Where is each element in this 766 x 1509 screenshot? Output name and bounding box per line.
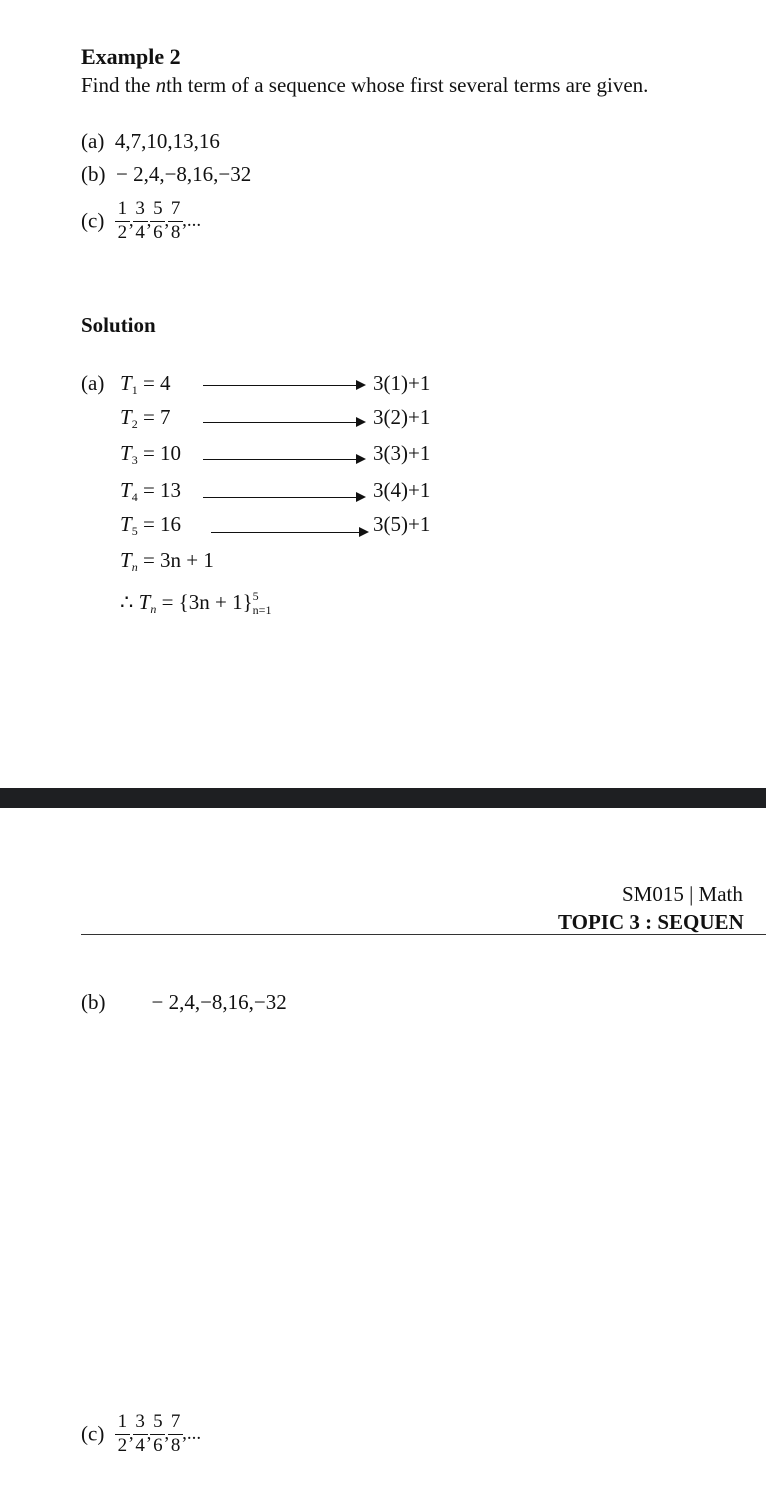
page2-problem-b-sequence: − 2,4,−8,16,−32 [151, 990, 287, 1014]
problem-c: (c) $\frac{1}{2}$ , $\frac{3}{4}$ , $\frac{5}{6}$ , $\frac{7}{8}$ ,... [81, 198, 202, 243]
page2-problem-b-label: (b) [81, 990, 106, 1014]
fraction [133, 1411, 148, 1457]
fraction-denominator: 8 [170, 222, 181, 243]
fraction [168, 198, 183, 244]
page2-problem-c-label: (c) [81, 1421, 105, 1446]
set-expr: = {3n + 1} [161, 590, 253, 614]
term-value: = 13 [142, 478, 182, 502]
term-symbol: T [120, 405, 132, 429]
fraction-denominator: 2 [117, 222, 128, 243]
term-result-1: 3(1)+1 [373, 371, 431, 395]
term-row-2 [120, 405, 171, 432]
page2-problem-b [81, 990, 287, 1015]
arrow-4 [203, 497, 364, 498]
header-rule [81, 934, 766, 935]
term-subscript-n: n [150, 602, 157, 616]
problem-c-label: (c) [81, 208, 105, 233]
term-value: = 7 [142, 405, 171, 429]
problem-b-label: (b) [81, 162, 106, 186]
problem-b-sequence: − 2,4,−8,16,−32 [116, 162, 252, 186]
fraction-numerator: 5 [150, 198, 165, 222]
general-term [120, 548, 214, 575]
solution-part-label: (a) [81, 371, 105, 395]
problem-a [81, 129, 220, 154]
fraction-denominator: 2 [117, 1435, 128, 1456]
term-value: = 4 [142, 371, 171, 395]
fraction-denominator: 6 [153, 222, 163, 243]
term-subscript: 5 [131, 524, 138, 538]
ellipsis: ,... [182, 210, 202, 231]
fraction-denominator: 8 [170, 1435, 181, 1456]
fraction-numerator: 5 [150, 1411, 165, 1435]
fraction [168, 1411, 183, 1457]
set-notation [120, 590, 271, 617]
fraction-numerator: 3 [133, 1411, 148, 1435]
term-result-4: 3(4)+1 [373, 478, 431, 502]
fraction-denominator: 6 [153, 1435, 163, 1456]
fraction-numerator: 3 [133, 198, 148, 222]
instruction-pre: Find the [81, 73, 156, 97]
term-subscript: 3 [131, 453, 138, 467]
term-value: = 10 [142, 441, 182, 465]
general-term-expr: = 3n + 1 [142, 548, 214, 572]
ellipsis: ,... [182, 1423, 202, 1444]
header-topic: TOPIC 3 : SEQUEN [558, 910, 744, 934]
term-row-3 [120, 441, 181, 468]
term-subscript: 2 [131, 417, 138, 431]
term-subscript: 4 [131, 490, 138, 504]
arrow-1 [203, 385, 364, 386]
set-lower-bound: n=1 [252, 603, 272, 617]
header-course: SM015 | Math [622, 882, 743, 906]
set-upper-bound: 5 [252, 589, 259, 603]
fraction-denominator: 4 [135, 222, 145, 243]
term-symbol: T [120, 441, 132, 465]
fraction-denominator: 4 [135, 1435, 145, 1456]
fraction [133, 198, 148, 244]
term-result-5: 3(5)+1 [373, 512, 431, 536]
term-subscript: 1 [131, 383, 138, 397]
term-subscript-n: n [131, 560, 138, 574]
term-symbol: T [120, 548, 132, 572]
instruction-text [81, 73, 648, 98]
arrow-2 [203, 422, 364, 423]
fraction [115, 1411, 130, 1457]
page2-problem-c: (c) $\frac{1}{2}$ , $\frac{3}{4}$ , $\frac{5}{6}$ , $\frac{7}{8}$ ,... [81, 1411, 202, 1456]
term-value: = 16 [142, 512, 182, 536]
fraction-numerator: 7 [168, 198, 183, 222]
fraction-numerator: 1 [115, 1411, 130, 1435]
term-symbol: T [138, 590, 151, 614]
term-symbol: T [120, 371, 132, 395]
problem-a-sequence: 4,7,10,13,16 [114, 129, 220, 153]
instruction-var: n [155, 73, 167, 97]
term-result-3: 3(3)+1 [373, 441, 431, 465]
term-symbol: T [120, 512, 132, 536]
instruction-post: th term of a sequence whose first several terms are given. [166, 73, 649, 97]
solution-heading: Solution [81, 313, 156, 337]
fraction [115, 198, 130, 244]
fraction-numerator: 1 [115, 198, 130, 222]
arrow-5 [211, 532, 367, 533]
term-row-1 [120, 371, 171, 398]
problem-a-label: (a) [81, 129, 105, 153]
page-divider [0, 788, 766, 808]
term-row-4 [120, 478, 181, 505]
problem-b [81, 162, 251, 187]
term-result-2: 3(2)+1 [373, 405, 431, 429]
arrow-3 [203, 459, 364, 460]
example-title: Example 2 [81, 44, 181, 69]
fraction-numerator: 7 [168, 1411, 183, 1435]
term-symbol: T [120, 478, 132, 502]
term-row-5 [120, 512, 181, 539]
therefore-symbol: ∴ [120, 590, 134, 614]
